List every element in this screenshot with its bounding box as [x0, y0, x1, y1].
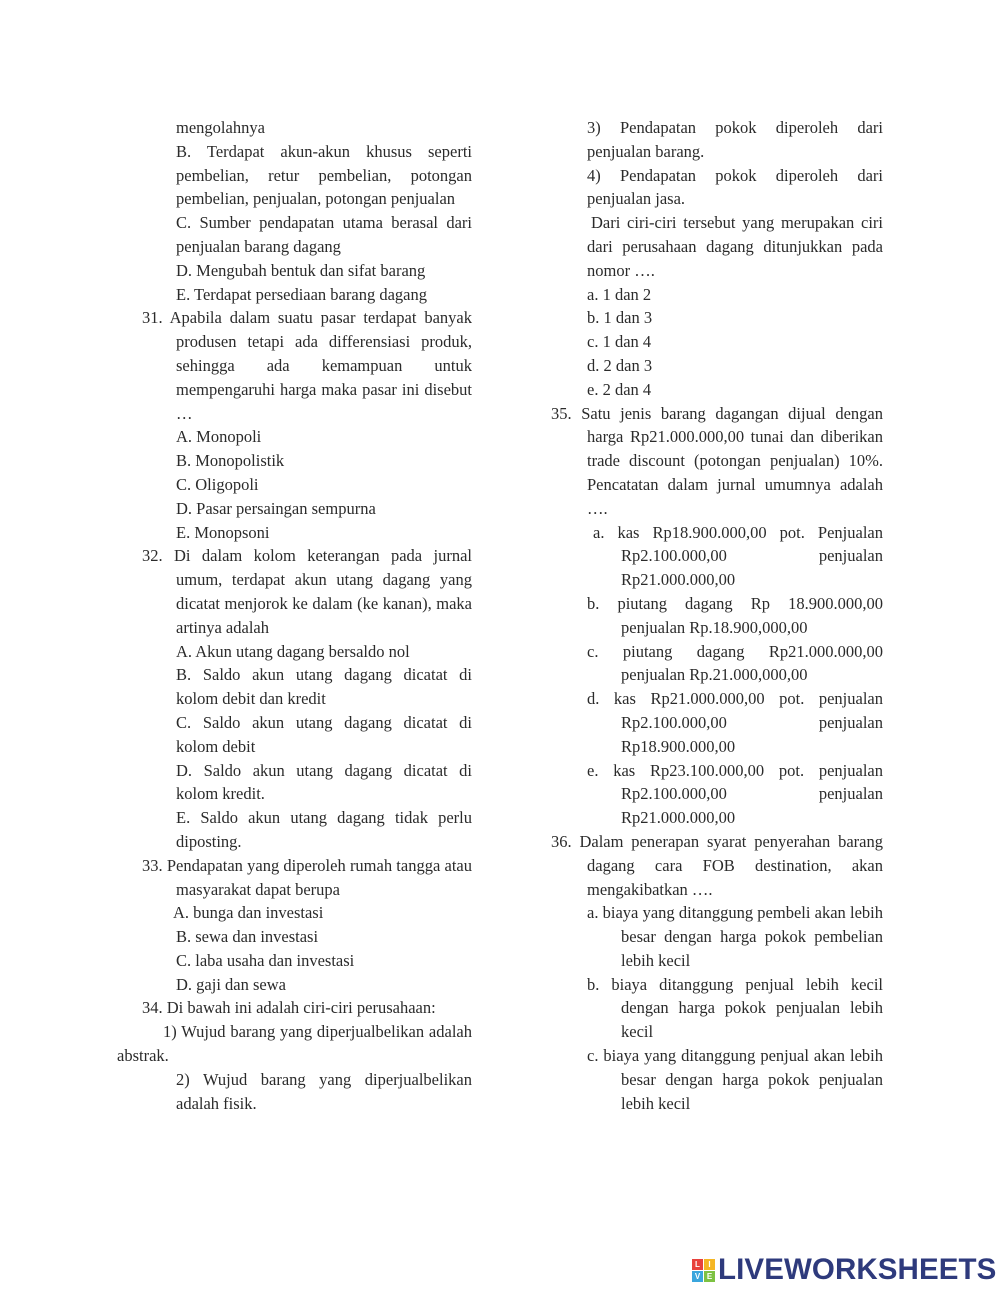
option-e: E. Saldo akun utang dagang tidak perlu diposting. — [176, 808, 472, 851]
option-text: mengolahnya — [176, 118, 265, 137]
question-34: 34. Di bawah ini adalah ciri-ciri perusahaan: — [142, 998, 436, 1018]
option-c: C. laba usaha dan investasi — [176, 950, 355, 970]
option-b: b. biaya ditanggung penjual lebih kecil dengan harga pokok penjualan lebih kecil — [587, 974, 883, 1042]
statement-1: 1) Wujud barang yang diperjualbelikan adalah abstrak. — [117, 1022, 472, 1066]
option-c: c. piutang dagang Rp21.000.000,00 penjualan Rp.21.000,000,00 — [587, 641, 883, 685]
option-c: C. Oligopoli — [176, 474, 259, 494]
option-d: D. Saldo akun utang dagang dicatat di kolom kredit. — [176, 760, 472, 804]
option-e: e. 2 dan 4 — [587, 379, 652, 399]
option-a: A. Akun utang dagang bersaldo nol — [176, 641, 410, 661]
question-34-prompt: Dari ciri-ciri tersebut yang merupakan ciri dari perusahaan dagang ditunjukkan pada nomor …. — [587, 213, 883, 280]
brand-name: LIVEWORKSHEETS — [718, 1253, 997, 1286]
logo-letter: L — [692, 1259, 703, 1270]
option-a: a. kas Rp18.900.000,00 pot. Penjualan Rp2.100.000,00 penjualan Rp21.000.000,00 — [593, 522, 883, 590]
option-d: d. 2 dan 3 — [587, 355, 653, 375]
option-d: D. Pasar persaingan sempurna — [176, 498, 376, 518]
statement-2: 2) Wujud barang yang diperjualbelikan adalah fisik. — [176, 1069, 472, 1113]
option-a: a. 1 dan 2 — [587, 284, 652, 304]
option-e: e. kas Rp23.100.000,00 pot. penjualan Rp2.100.000,00 penjualan Rp21.000.000,00 — [587, 760, 883, 828]
question-35: 35. Satu jenis barang dagangan dijual dengan harga Rp21.000.000,00 tunai dan diberikan trade discount (potongan penjualan) 10%. Pencatatan dalam jurnal umumnya adalah …. — [551, 403, 883, 518]
option-b: B. sewa dan investasi — [176, 927, 319, 947]
right-column — [551, 116, 883, 1115]
question-36: 36. Dalam penerapan syarat penyerahan barang dagang cara FOB destination, akan mengakibatkan …. — [551, 831, 883, 899]
left-column — [117, 116, 472, 1115]
option-b: b. 1 dan 3 — [587, 308, 653, 328]
statement-3: 3) Pendapatan pokok diperoleh dari penjualan barang. — [587, 118, 883, 161]
option-c: c. 1 dan 4 — [587, 332, 652, 352]
logo-icon — [692, 1259, 715, 1282]
option-d: D. Mengubah bentuk dan sifat barang — [176, 260, 426, 280]
option-d: D. gaji dan sewa — [176, 974, 286, 994]
option-a: A. Monopoli — [176, 427, 262, 447]
option-c: C. Sumber pendapatan utama berasal dari penjualan barang dagang — [176, 213, 472, 256]
option-d: d. kas Rp21.000.000,00 pot. penjualan Rp2.100.000,00 penjualan Rp18.900.000,00 — [587, 689, 883, 756]
option-e: E. Terdapat persediaan barang dagang — [176, 284, 427, 304]
option-b: b. piutang dagang Rp 18.900.000,00 penjualan Rp.18.900,000,00 — [587, 593, 883, 637]
option-a: A. bunga dan investasi — [173, 903, 324, 923]
option-b: B. Monopolistik — [176, 451, 285, 471]
option-e: E. Monopsoni — [176, 522, 270, 542]
question-32: 32. Di dalam kolom keterangan pada jurnal umum, terdapat akun utang dagang yang dicatat menjorok ke dalam (ke kanan), maka artinya adalah — [142, 546, 472, 637]
liveworksheets-logo — [692, 1253, 996, 1287]
logo-letter: E — [704, 1271, 715, 1282]
statement-4: 4) Pendapatan pokok diperoleh dari penjualan jasa. — [587, 165, 883, 209]
logo-letter: V — [692, 1271, 703, 1282]
option-b: B. Saldo akun utang dagang dicatat di kolom debit dan kredit — [176, 665, 472, 709]
logo-letter: I — [704, 1259, 715, 1270]
question-33: 33. Pendapatan yang diperoleh rumah tangga atau masyarakat dapat berupa — [142, 855, 472, 899]
option-c: c. biaya yang ditanggung penjual akan lebih besar dengan harga pokok penjualan lebih kecil — [587, 1046, 883, 1113]
option-b: B. Terdapat akun-akun khusus seperti pembelian, retur pembelian, potongan pembelian, penjualan, potongan penjualan — [176, 141, 472, 209]
option-a: a. biaya yang ditanggung pembeli akan lebih besar dengan harga pokok pembelian lebih kecil — [587, 903, 883, 970]
option-c: C. Saldo akun utang dagang dicatat di kolom debit — [176, 712, 472, 756]
question-31: 31. Apabila dalam suatu pasar terdapat banyak produsen tetapi ada differensiasi produk, sehingga ada kemampuan untuk mempengaruhi harga maka pasar ini disebut … — [142, 308, 472, 423]
